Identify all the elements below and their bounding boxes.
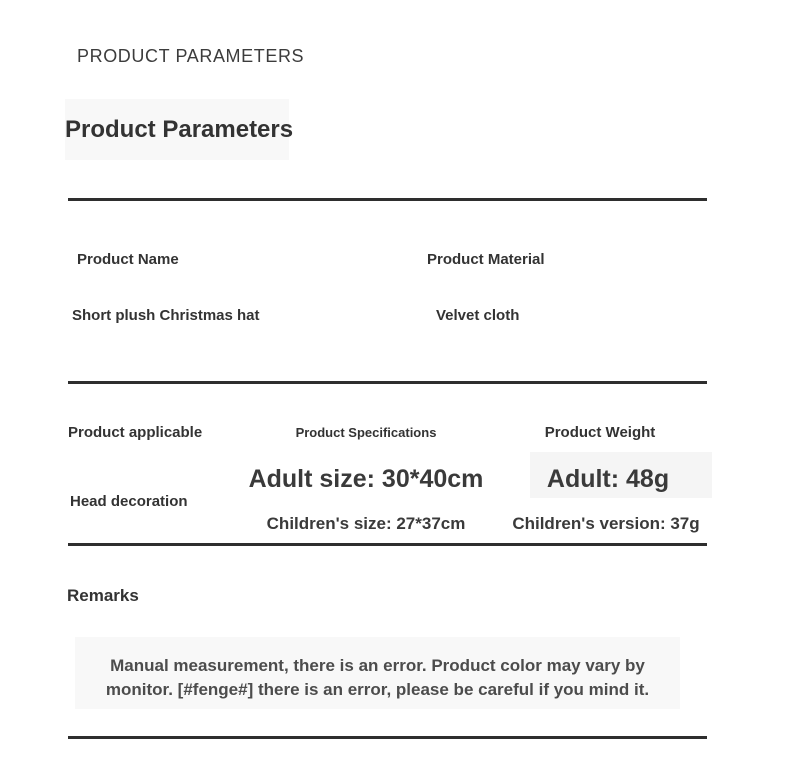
remarks-paragraph [45, 654, 710, 702]
product-weight-label: Product Weight [544, 424, 656, 441]
divider-bottom [68, 736, 707, 739]
remarks-line-2: monitor. [#fenge#] there is an error, please be careful if you mind it. [105, 680, 650, 699]
divider-middle-2 [68, 543, 707, 546]
page-title: Product Parameters [65, 116, 294, 143]
product-name-label: Product Name [77, 251, 179, 268]
adult-size-value: Adult size: 30*40cm [248, 465, 484, 493]
eyebrow-heading: PRODUCT PARAMETERS [77, 46, 305, 66]
product-material-value: Velvet cloth [436, 307, 520, 324]
children-size-value: Children's size: 27*37cm [266, 514, 466, 533]
adult-weight-value: Adult: 48g [546, 465, 670, 493]
remarks-label: Remarks [67, 586, 139, 605]
divider-middle-1 [68, 381, 707, 384]
remarks-line-1: Manual measurement, there is an error. Product color may vary by [110, 656, 645, 675]
divider-top [68, 198, 707, 201]
product-name-value: Short plush Christmas hat [72, 307, 260, 324]
children-weight-value: Children's version: 37g [512, 514, 700, 533]
product-applicable-value: Head decoration [70, 493, 188, 510]
product-material-label: Product Material [427, 251, 545, 268]
product-specifications-label: Product Specifications [295, 425, 437, 440]
product-applicable-label: Product applicable [68, 424, 203, 441]
